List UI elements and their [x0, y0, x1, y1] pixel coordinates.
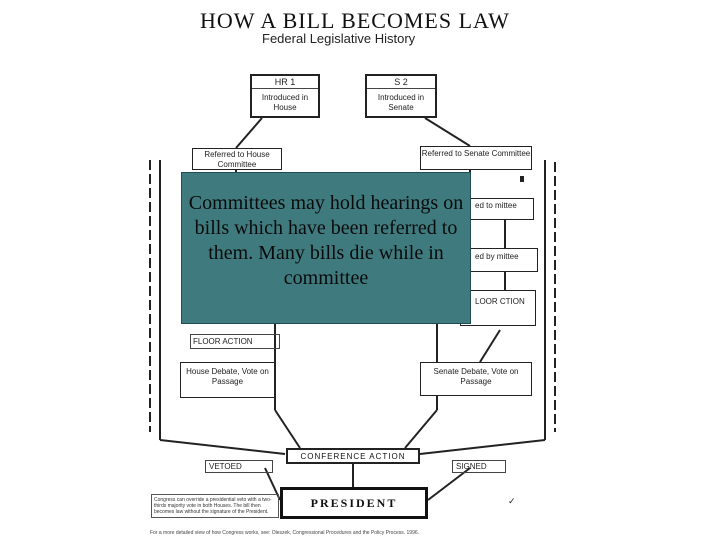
president-box: PRESIDENT	[280, 487, 428, 519]
senate-floor-box	[460, 290, 536, 326]
small-mark: ✓	[508, 496, 516, 506]
vetoed-label: VETOED	[205, 460, 273, 473]
s2-label: S 2	[367, 76, 435, 89]
hr1-box	[250, 74, 320, 118]
senate-committee-box	[420, 146, 532, 170]
senate-vote-box	[420, 362, 532, 396]
committee-callout: Committees may hold hearings on bills which have been referred to them. Many bills die while in committee	[181, 172, 471, 324]
house-vote-label: House Debate, Vote on Passage	[186, 367, 269, 386]
senate-reported-box	[460, 248, 538, 272]
hr1-label: HR 1	[252, 76, 318, 89]
house-vote-box	[180, 362, 275, 398]
house-committee-box	[192, 148, 282, 170]
veto-override-note: Congress can override a presidential veto with a two-thirds majority vote in both Houses. The bill then becomes law without the signature of the President.	[151, 494, 279, 518]
senate-committee-label: Referred to Senate Committee	[421, 149, 531, 158]
conference-action-box: CONFERENCE ACTION	[286, 448, 420, 464]
house-committee-label: Referred to House Committee	[204, 150, 270, 169]
diagram-subtitle: Federal Legislative History	[262, 31, 416, 46]
diagram-title: HOW A BILL BECOMES LAW	[200, 8, 510, 33]
house-floor-action-label: FLOOR ACTION	[190, 334, 280, 349]
senate-subcommittee-box	[460, 198, 534, 220]
senate-vote-label: Senate Debate, Vote on Passage	[433, 367, 519, 386]
senate-floor-label: LOOR CTION	[475, 297, 525, 306]
footer-citation: For a more detailed view of how Congress works, see: Oleszek, Congressional Procedures and the Policy Process. 1996.	[150, 530, 420, 536]
senate-subcommittee-label: ed to mittee	[475, 201, 517, 210]
introduced-house-label: Introduced in House	[261, 93, 309, 112]
s2-box	[365, 74, 437, 118]
signed-label: SIGNED	[452, 460, 506, 473]
senate-reported-label: ed by mittee	[475, 252, 519, 261]
introduced-senate-label: Introduced in Senate	[377, 93, 425, 112]
